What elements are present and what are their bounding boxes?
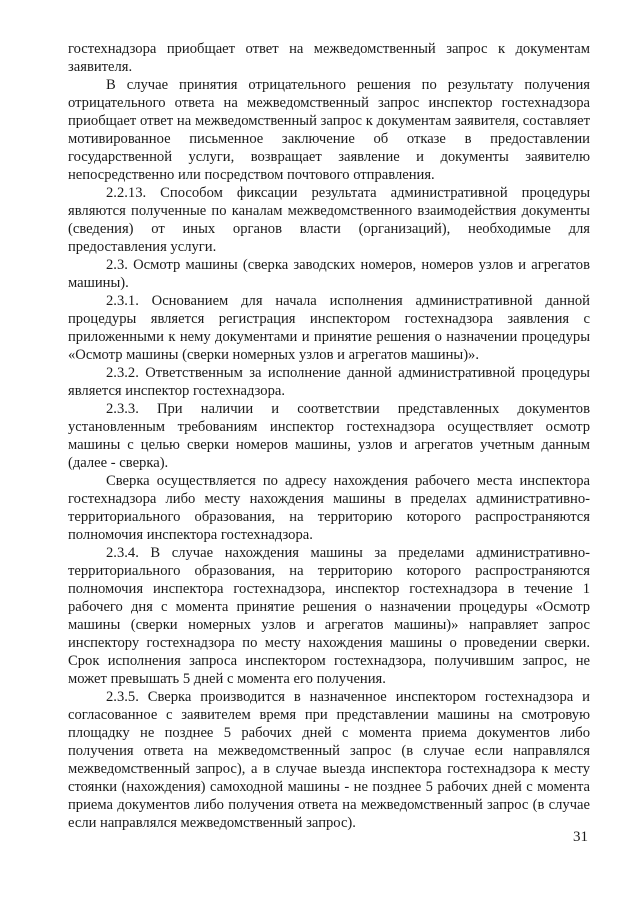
paragraph: гостехнадзора приобщает ответ на межведомственный запрос к документам заявителя.: [68, 41, 590, 75]
paragraph: 2.3.1. Основанием для начала исполнения административной данной процедуры является регистрация инспектором гостехнадзора заявления с приложенными к нему документами и принятие решения о назначении процедуры «Осмотр машины (сверки номерных узлов и агрегатов машины)».: [68, 293, 590, 363]
paragraph: Сверка осуществляется по адресу нахождения рабочего места инспектора гостехнадзора либо месту нахождения машины в пределах административно-территориального образования, на территорию которого распространяются полномочия инспектора гостехнадзора.: [68, 473, 590, 543]
paragraph: 2.3.2. Ответственным за исполнение данной административной процедуры является инспектор гостехнадзора.: [68, 365, 590, 399]
paragraph: 2.2.13. Способом фиксации результата административной процедуры являются полученные по каналам межведомственного взаимодействия документы (сведения) от иных органов власти (организаций), необходимые для предоставления услуги.: [68, 185, 590, 255]
paragraph: 2.3.5. Сверка производится в назначенное инспектором гостехнадзора и согласованное с заявителем время при представлении машины на смотровую площадку не позднее 5 рабочих дней с момента приема документов либо получения ответа на межведомственный запрос (в случае если направлялся межведомственный запрос), а в случае выезда инспектора гостехнадзора к месту стоянки (нахождения) самоходной машины - не позднее 5 рабочих дней с момента приема документов либо получения ответа на межведомственный запрос (в случае если направлялся межведомственный запрос).: [68, 689, 590, 831]
paragraph: 2.3. Осмотр машины (сверка заводских номеров, номеров узлов и агрегатов машины).: [68, 257, 590, 291]
paragraph: 2.3.4. В случае нахождения машины за пределами административно-территориального образования, на территорию которого распространяются полномочия инспектора гостехнадзора, инспектор гостехнадзора в течение 1 рабочего дня с момента принятие решения о назначении процедуры «Осмотр машины (сверки номерных узлов и агрегатов машины)» направляет запрос инспектору гостехнадзора по месту нахождения машины о проведении сверки. Срок исполнения запроса инспектором гостехнадзора, получившим запрос, не может превышать 5 дней с момента его получения.: [68, 545, 590, 687]
paragraph: 2.3.3. При наличии и соответствии представленных документов установленным требованиям инспектор гостехнадзора осуществляет осмотр машины с целью сверки номеров машины, узлов и агрегатов учетным данным (далее - сверка).: [68, 401, 590, 471]
page-number: 31: [573, 829, 588, 845]
paragraph: В случае принятия отрицательного решения по результату получения отрицательного ответа на межведомственный запрос инспектор гостехнадзора приобщает ответ на межведомственный запрос к документам заявителя, составляет мотивированное письменное заключение об отказе в предоставлении государственной услуги, возвращает заявление и документы заявителю непосредственно или посредством почтового отправления.: [68, 77, 590, 183]
document-page: [68, 40, 590, 832]
